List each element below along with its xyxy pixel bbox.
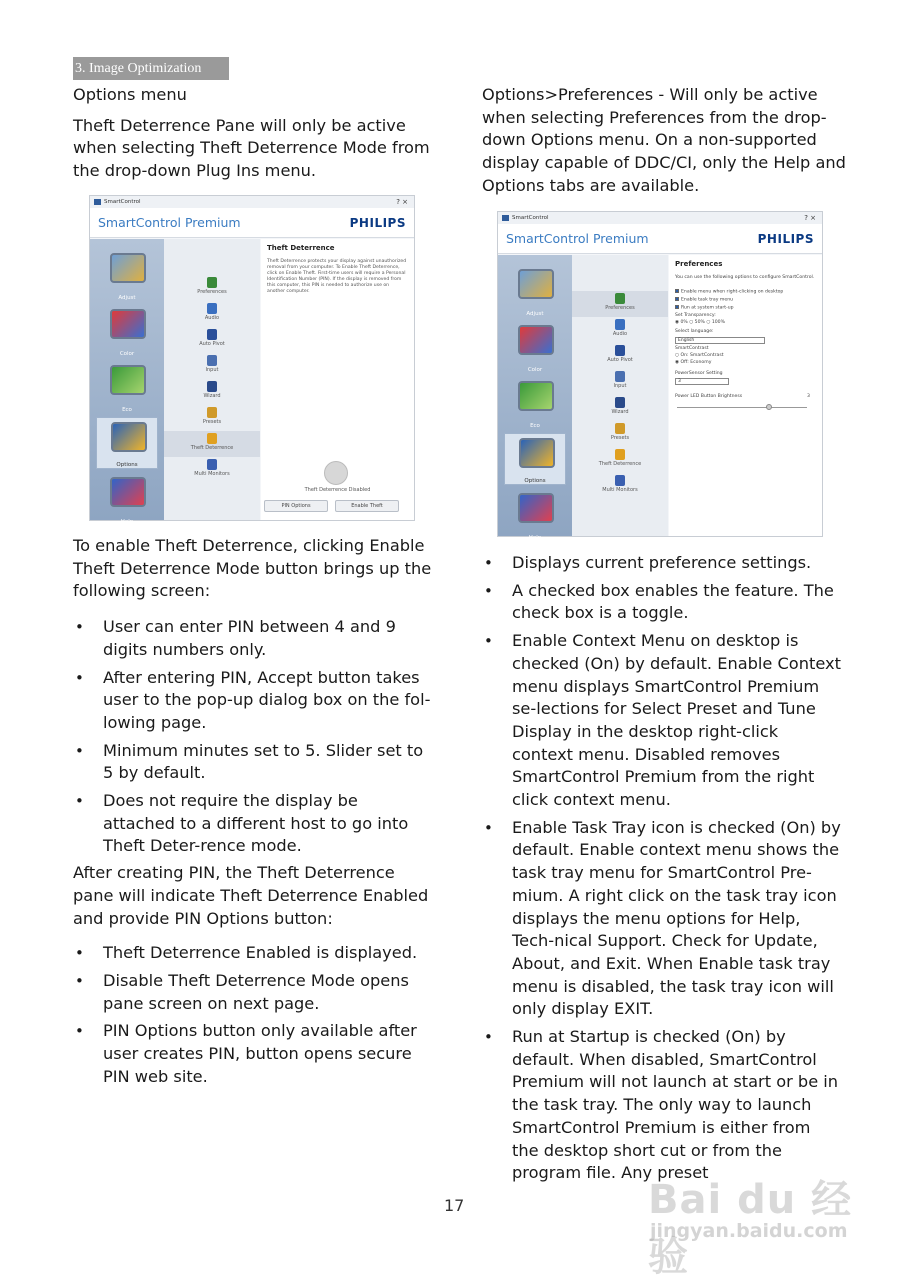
audio-icon xyxy=(207,303,217,314)
color-icon xyxy=(110,309,146,339)
app-banner xyxy=(498,224,822,254)
color-icon xyxy=(518,325,554,355)
sub-nav-input[interactable] xyxy=(164,353,260,379)
sub-nav-label: Auto Pivot xyxy=(199,341,225,347)
audio-icon xyxy=(615,319,625,330)
nav-label: Options xyxy=(116,462,138,468)
list-item: • Disable Theft Deterrence Mode opens pane screen on next page. xyxy=(73,970,433,1015)
presets-icon xyxy=(615,423,625,434)
app-title: SmartControl Premium xyxy=(98,215,241,230)
lock-icon xyxy=(615,449,625,460)
right-column-lower xyxy=(482,552,842,1185)
options-intro: Theft Deterrence Pane will only be active when selecting Theft Deterrence Mode from the drop-down Plug Ins menu. xyxy=(73,115,430,181)
watermark xyxy=(640,1140,880,1280)
help-icon xyxy=(518,493,554,523)
list-item: • Does not require the display be attached to a different host to go into Theft Deter-rence mode. xyxy=(73,790,433,858)
left-nav xyxy=(498,255,572,541)
list-item: • PIN Options button only available after user creates PIN, button opens secure PIN web site. xyxy=(73,1020,433,1088)
sub-nav-label: Multi Monitors xyxy=(194,471,230,477)
nav-label: Color xyxy=(119,351,135,357)
help-icon xyxy=(110,477,146,507)
pivot-icon xyxy=(207,329,217,340)
sub-nav-audio[interactable] xyxy=(572,317,668,343)
options-menu-heading: Options menu xyxy=(73,85,187,104)
wizard-icon xyxy=(207,381,217,392)
preferences-icon xyxy=(207,277,217,288)
list-item: • Minimum minutes set to 5. Slider set to 5 by default. xyxy=(73,740,433,785)
language-select[interactable]: English xyxy=(675,337,765,344)
checkbox-label: Enable menu when right-clicking on desktop xyxy=(681,289,784,295)
pin-bullets xyxy=(73,616,433,858)
adjust-icon xyxy=(518,269,554,299)
nav-eco[interactable] xyxy=(504,377,566,429)
sub-nav-label: Theft Deterrence xyxy=(190,445,234,451)
left-nav xyxy=(90,239,164,525)
brand-logo: PHILIPS xyxy=(349,216,406,230)
sub-nav-label: Wizard xyxy=(203,393,221,399)
sub-nav-preferences[interactable] xyxy=(164,275,260,301)
led-value: 3 xyxy=(807,394,810,399)
list-item: • After entering PIN, Accept button takes user to the pop-up dialog box on the fol-lowing page. xyxy=(73,667,433,735)
preferences-screenshot xyxy=(497,211,823,541)
nav-color[interactable] xyxy=(96,305,158,357)
checkbox-checked[interactable] xyxy=(675,297,679,301)
panel-title: Preferences xyxy=(675,260,723,268)
app-title: SmartControl Premium xyxy=(506,231,649,246)
list-item: • A checked box enables the feature. The check box is a toggle. xyxy=(482,580,842,625)
cb-run-startup[interactable] xyxy=(675,305,734,311)
language-label: Select language: xyxy=(675,329,714,334)
wizard-icon xyxy=(615,397,625,408)
powersensor-label: PowerSensor Setting xyxy=(675,371,723,376)
adjust-icon xyxy=(110,253,146,283)
nav-label: Eco xyxy=(122,407,132,413)
preferences-icon xyxy=(615,293,625,304)
app-banner xyxy=(90,208,414,238)
nav-options[interactable] xyxy=(504,433,566,485)
nav-eco[interactable] xyxy=(96,361,158,413)
sub-nav-audio[interactable] xyxy=(164,301,260,327)
sub-nav-auto-pivot[interactable] xyxy=(164,327,260,353)
nav-label: Eco xyxy=(530,423,540,429)
smartcontrast-label: SmartContrast xyxy=(675,346,709,351)
sub-nav-label: Presets xyxy=(202,419,222,425)
preferences-heading: Options>Preferences xyxy=(482,85,654,104)
preferences-intro-text: - Will only be active when selecting Preferences from the drop-down Options menu. On a non-supported display capable of DDC/CI, only the Help and Options tabs are available. xyxy=(482,85,846,195)
sub-nav-multi-monitors[interactable] xyxy=(572,473,668,499)
nav-help[interactable] xyxy=(504,489,566,541)
theft-deterrence-screenshot xyxy=(89,195,415,525)
sub-nav-presets[interactable] xyxy=(572,421,668,447)
list-item: • Enable Task Tray icon is checked (On) by default. Enable context menu shows the task tray menu for SmartControl Pre-mium. A right click on the task tray icon displays the menu options for Help, Tech-nical Support. Check for Update, About, and Exit. When Enable task tray menu is disabled, the task tray icon will only display EXIT. xyxy=(482,817,842,1021)
presets-icon xyxy=(207,407,217,418)
nav-adjust[interactable] xyxy=(504,265,566,317)
nav-label: Help xyxy=(120,519,134,525)
nav-label: Help xyxy=(528,535,542,541)
sub-nav-label: Auto Pivot xyxy=(607,357,633,363)
pin-options-button[interactable]: PIN Options xyxy=(264,500,328,512)
sub-nav xyxy=(164,239,260,520)
sub-nav-label: Preferences xyxy=(605,305,635,311)
sub-nav-label: Input xyxy=(205,367,219,373)
lock-status-icon xyxy=(324,461,348,485)
window-title: SmartControl xyxy=(104,199,141,205)
list-item: • Theft Deterrence Enabled is displayed. xyxy=(73,942,433,965)
eco-leaf-icon xyxy=(110,365,146,395)
nav-help[interactable] xyxy=(96,473,158,525)
enable-theft-button[interactable]: Enable Theft xyxy=(335,500,399,512)
prefs-intro: You can use the following options to configure SmartControl. xyxy=(675,275,815,280)
options-gear-icon xyxy=(519,438,555,468)
nav-label: Options xyxy=(524,478,546,484)
checkbox-checked[interactable] xyxy=(675,305,679,309)
panel-title: Theft Deterrence xyxy=(267,244,335,252)
transparency-label: Set Transparency: xyxy=(675,313,716,318)
theft-deterrence-panel xyxy=(261,239,414,520)
list-item: • Run at Startup is checked (On) by default. When disabled, SmartControl Premium will not launch at start or be in the task tray. The only way to launch SmartControl Premium is either from the desktop short cut or from the program file. Any preset xyxy=(482,1026,842,1185)
lock-icon xyxy=(207,433,217,444)
sub-nav-label: Audio xyxy=(612,331,628,337)
cb-context-menu[interactable] xyxy=(675,289,783,295)
preferences-panel xyxy=(669,255,822,536)
panel-description: Theft Deterrence protects your display against unauthorized removal from your computer. To Enable Theft Deterrence, click on Enable Theft. First-time users will require a Personal Identification Number (PIN). If the display is removed from this computer, this PIN is needed to authorize use on another computer. xyxy=(267,259,407,294)
list-item: • Displays current preference settings. xyxy=(482,552,842,575)
after-pin-para: After creating PIN, the Theft Deterrence pane will indicate Theft Deterrence Enabled and provide PIN Options button: xyxy=(73,863,429,928)
window-titlebar xyxy=(498,212,822,224)
right-column xyxy=(482,84,847,198)
checkbox-label: Enable task tray menu xyxy=(681,297,734,303)
nav-label: Adjust xyxy=(118,295,136,301)
sub-nav-presets[interactable] xyxy=(164,405,260,431)
pivot-icon xyxy=(615,345,625,356)
options-gear-icon xyxy=(111,422,147,452)
nav-options[interactable] xyxy=(96,417,158,469)
section-tag: 3. Image Optimization xyxy=(73,57,229,80)
sub-nav xyxy=(572,255,668,536)
sub-nav-input[interactable] xyxy=(572,369,668,395)
list-item: • User can enter PIN between 4 and 9 digits numbers only. xyxy=(73,616,433,661)
led-slider-knob[interactable] xyxy=(766,404,772,410)
led-slider-track[interactable] xyxy=(677,407,807,408)
enable-theft-para: To enable Theft Deterrence, clicking Enable Theft Deterrence Mode button brings up the following screen: xyxy=(73,536,432,601)
watermark-url: jingyan.baidu.com xyxy=(650,1220,848,1242)
sub-nav-label: Preferences xyxy=(197,289,227,295)
monitors-icon xyxy=(615,475,625,486)
checkbox-label: Run at system start-up xyxy=(681,305,734,311)
eco-leaf-icon xyxy=(518,381,554,411)
sub-nav-multi-monitors[interactable] xyxy=(164,457,260,483)
input-icon xyxy=(615,371,625,382)
input-icon xyxy=(207,355,217,366)
sub-nav-wizard[interactable] xyxy=(572,395,668,421)
left-column xyxy=(73,84,438,183)
smartcontrast-off-radio[interactable]: ◉ Off: Economy xyxy=(675,360,712,365)
checkbox-checked[interactable] xyxy=(675,289,679,293)
sub-nav-label: Presets xyxy=(610,435,630,441)
window-title: SmartControl xyxy=(512,215,549,221)
sub-nav-wizard[interactable] xyxy=(164,379,260,405)
window-titlebar xyxy=(90,196,414,208)
sub-nav-label: Input xyxy=(613,383,627,389)
sub-nav-label: Audio xyxy=(204,315,220,321)
nav-color[interactable] xyxy=(504,321,566,373)
sub-nav-theft-deterrence[interactable] xyxy=(164,431,260,457)
nav-label: Color xyxy=(527,367,543,373)
app-logo-icon xyxy=(94,199,101,205)
list-item: • Enable Context Menu on desktop is checked (On) by default. Enable Context menu displays SmartControl Premium se-lections for Select Preset and Tune Display in the desktop right-click context menu. Disabled removes SmartControl Premium from the right click context menu. xyxy=(482,630,842,812)
left-column-lower xyxy=(73,535,433,1088)
transparency-radios[interactable]: ◉ 0% ○ 50% ○ 100% xyxy=(675,320,725,325)
sub-nav-label: Multi Monitors xyxy=(602,487,638,493)
sub-nav-auto-pivot[interactable] xyxy=(572,343,668,369)
preferences-intro xyxy=(482,84,847,198)
enabled-bullets xyxy=(73,942,433,1088)
led-label: Power LED Button Brightness xyxy=(675,394,743,399)
smartcontrast-on-radio[interactable]: ○ On: SmartContrast xyxy=(675,353,724,358)
nav-label: Adjust xyxy=(526,311,544,317)
nav-adjust[interactable] xyxy=(96,249,158,301)
monitors-icon xyxy=(207,459,217,470)
sub-nav-theft-deterrence[interactable] xyxy=(572,447,668,473)
theft-status: Theft Deterrence Disabled xyxy=(304,487,371,493)
watermark-brand: Bai du 经验 xyxy=(648,1177,853,1280)
sub-nav-label: Theft Deterrence xyxy=(598,461,642,467)
cb-task-tray[interactable] xyxy=(675,297,733,303)
sub-nav-preferences[interactable] xyxy=(572,291,668,317)
window-controls[interactable]: ? × xyxy=(804,214,816,222)
app-logo-icon xyxy=(502,215,509,221)
preferences-bullets xyxy=(482,552,842,1185)
page-number: 17 xyxy=(444,1196,465,1215)
sub-nav-label: Wizard xyxy=(611,409,629,415)
powersensor-select[interactable]: 3 xyxy=(675,378,729,385)
window-controls[interactable]: ? × xyxy=(396,198,408,206)
brand-logo: PHILIPS xyxy=(757,232,814,246)
